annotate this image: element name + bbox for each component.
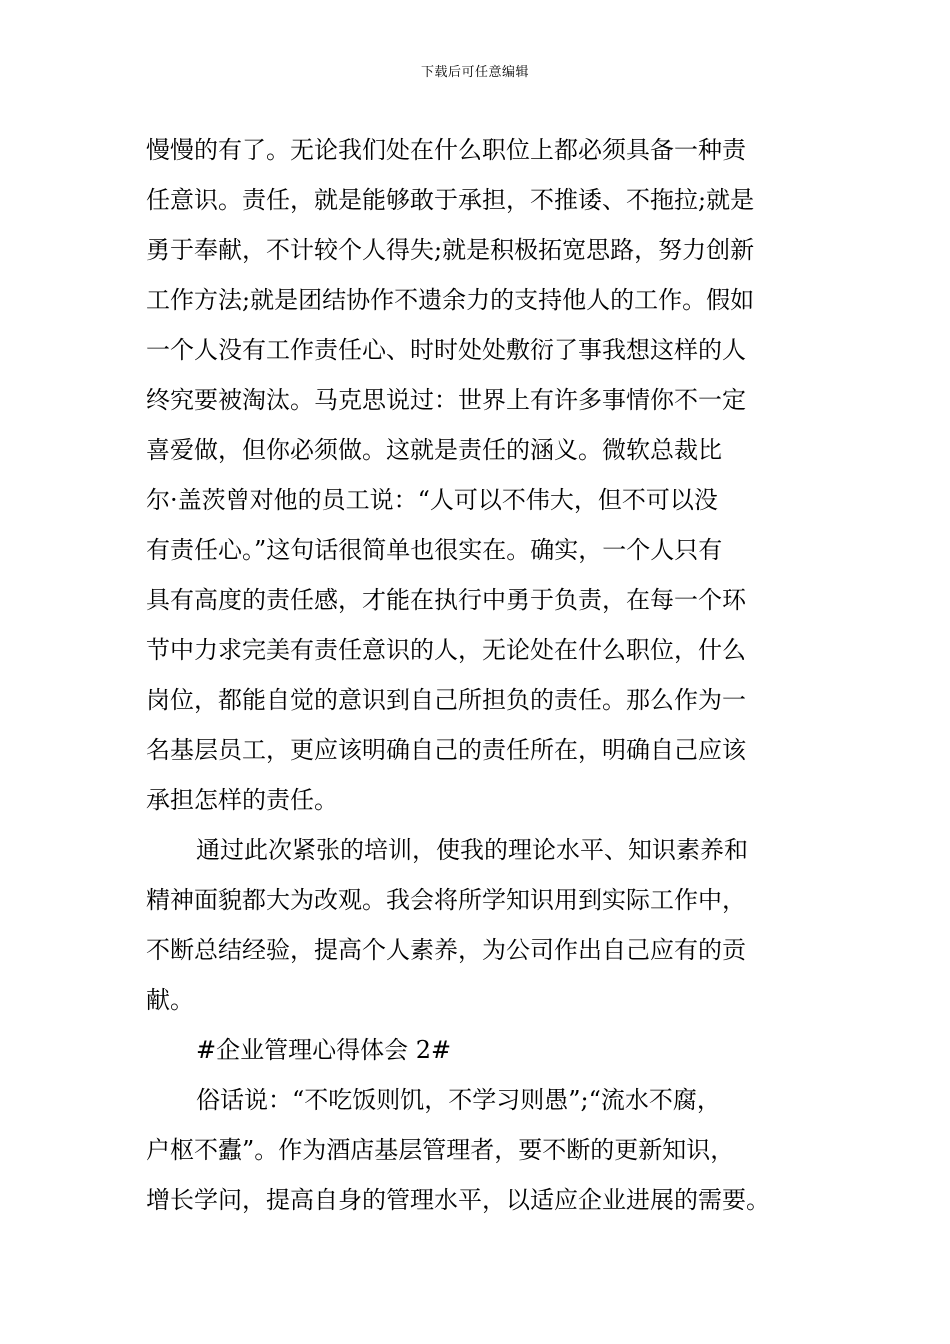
text-line-18: 献。 xyxy=(146,986,194,1014)
text-line-1: 慢慢的有了。无论我们处在什么职位上都必须具备一种责 xyxy=(146,136,746,164)
text-line-15: 通过此次紧张的培训，使我的理论水平、知识素养和 xyxy=(196,836,748,864)
text-line-16: 精神面貌都大为改观。我会将所学知识用到实际工作中， xyxy=(146,886,746,914)
text-line-17: 不断总结经验，提高个人素养，为公司作出自己应有的贡 xyxy=(146,936,746,964)
text-line-8: 尔·盖茨曾对他的员工说：“人可以不伟大，但不可以没 xyxy=(146,486,718,514)
text-line-5: 一个人没有工作责任心、时时处处敷衍了事我想这样的人 xyxy=(146,336,746,364)
text-line-2: 任意识。责任，就是能够敢于承担，不推诿、不拖拉;就是 xyxy=(146,186,755,214)
text-line-6: 终究要被淘汰。马克思说过：世界上有许多事情你不一定 xyxy=(146,386,746,414)
text-line-20: 俗话说：“不吃饭则饥，不学习则愚”;“流水不腐， xyxy=(196,1086,721,1114)
page-header: 下载后可任意编辑 xyxy=(420,65,529,80)
text-line-4: 工作方法;就是团结协作不遗余力的支持他人的工作。假如 xyxy=(146,286,755,314)
text-line-21: 户枢不蠹”。作为酒店基层管理者，要不断的更新知识， xyxy=(146,1136,735,1164)
text-line-10: 具有高度的责任感，才能在执行中勇于负责，在每一个环 xyxy=(146,586,746,614)
text-line-14: 承担怎样的责任。 xyxy=(146,786,338,814)
text-line-11: 节中力求完美有责任意识的人，无论处在什么职位，什么 xyxy=(146,636,746,664)
text-line-3: 勇于奉献，不计较个人得失;就是积极拓宽思路，努力创新 xyxy=(146,236,755,264)
text-line-13: 名基层员工，更应该明确自己的责任所在，明确自己应该 xyxy=(146,736,746,764)
text-line-22: 增长学问，提高自身的管理水平，以适应企业进展的需要。 xyxy=(146,1186,770,1214)
section-heading: #企业管理心得体会 2# xyxy=(196,1036,452,1064)
text-line-12: 岗位，都能自觉的意识到自己所担负的责任。那么作为一 xyxy=(146,686,746,714)
text-line-7: 喜爱做，但你必须做。这就是责任的涵义。微软总裁比 xyxy=(146,436,722,464)
text-line-9: 有责任心。”这句话很简单也很实在。确实，一个人只有 xyxy=(146,536,723,564)
document-body xyxy=(146,125,808,1225)
